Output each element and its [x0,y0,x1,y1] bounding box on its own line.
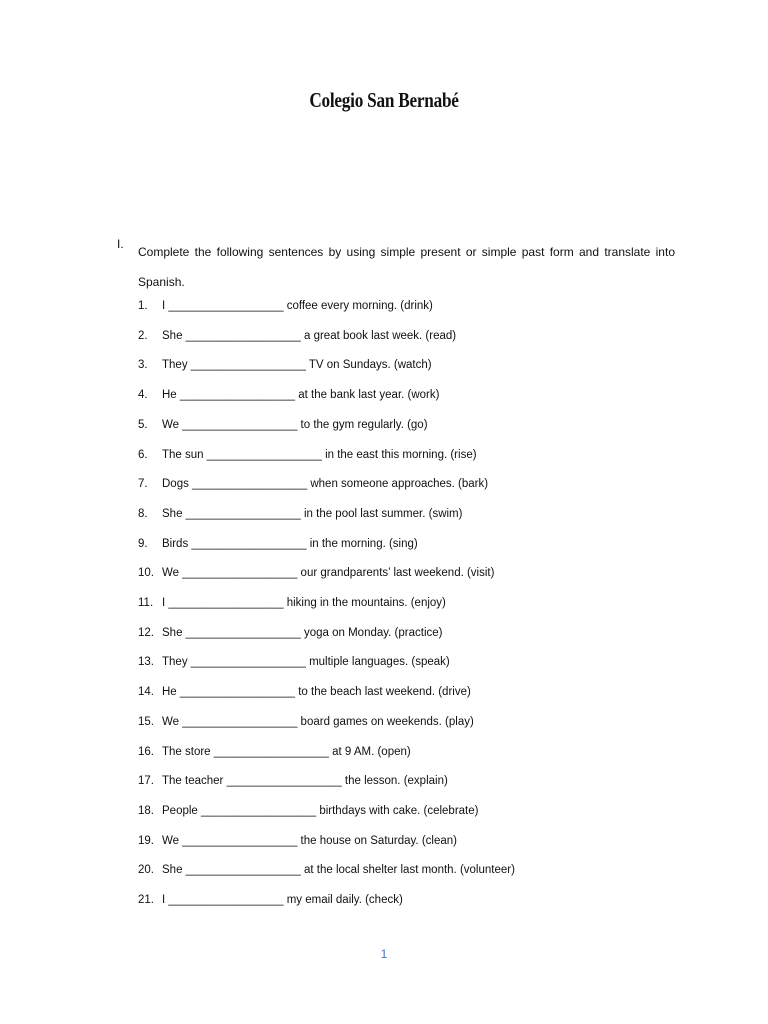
exercise-item [0,742,768,762]
exercise-number: 5. [138,418,148,431]
exercise-sentence: I __________________ coffee every morning. (drink) [162,300,433,312]
exercise-item [0,860,768,880]
exercise-number: 19. [138,834,154,847]
exercise-number: 13. [138,656,154,669]
exercise-number: 20. [138,864,154,877]
exercise-sentence: They __________________ TV on Sundays. (watch) [162,359,432,372]
exercise-item [0,712,768,732]
section-instruction: Complete the following sentences by using simple present or simple past form and translate into Spanish. [138,245,675,289]
exercise-sentence: The teacher __________________ the lesson. (explain) [162,775,448,788]
exercise-number: 4. [138,389,148,402]
exercise-item [0,445,768,465]
exercise-sentence: She __________________ yoga on Monday. (practice) [162,626,443,639]
exercise-item [0,385,768,405]
exercise-sentence: I __________________ my email daily. (check) [162,894,403,906]
exercise-number: 6. [138,448,148,461]
exercise-sentence: We __________________ board games on weekends. (play) [162,715,474,728]
exercise-number: 12. [138,626,154,639]
exercise-number: 10. [138,567,154,580]
exercise-sentence: People __________________ birthdays with cake. (celebrate) [162,804,479,817]
exercise-item [0,534,768,554]
exercise-sentence: She __________________ a great book last week. (read) [162,329,457,342]
exercise-number: 17. [138,775,154,788]
exercise-item [0,682,768,702]
exercise-sentence: She __________________ in the pool last summer. (swim) [162,507,463,520]
exercise-number: 21. [138,894,154,906]
exercise-number: 9. [138,537,148,550]
exercise-sentence: They __________________ multiple languages. (speak) [162,656,450,669]
exercise-item [0,355,768,375]
exercise-item [0,504,768,524]
exercise-item [0,801,768,821]
exercise-item [0,326,768,346]
exercise-sentence: He __________________ at the bank last year. (work) [162,389,440,402]
exercise-number: 2. [138,329,148,342]
exercise-item [0,563,768,583]
exercise-item [0,296,768,316]
exercise-sentence: I __________________ hiking in the mountains. (enjoy) [162,597,446,609]
exercise-item [0,652,768,672]
exercise-sentence: We __________________ to the gym regularly. (go) [162,418,428,431]
exercise-sentence: She __________________ at the local shelter last month. (volunteer) [162,864,515,877]
exercise-number: 18. [138,804,154,817]
section-number: I. [117,237,124,251]
exercise-sentence: The store __________________ at 9 AM. (open) [162,745,411,758]
exercise-item [0,474,768,494]
exercise-sentence: Birds __________________ in the morning. (sing) [162,537,418,550]
exercise-item [0,890,768,910]
document-title: Colegio San Bernabé [309,88,459,112]
exercise-number: 11. [138,597,154,609]
exercise-item [0,623,768,643]
exercise-number: 14. [138,686,154,699]
exercise-sentence: We __________________ the house on Saturday. (clean) [162,834,457,847]
exercise-sentence: We __________________ our grandparents’ last weekend. (visit) [162,567,495,580]
exercise-item [0,831,768,851]
exercise-number: 15. [138,715,154,728]
exercise-sentence: The sun __________________ in the east this morning. (rise) [162,448,477,461]
exercise-item [0,415,768,435]
exercise-number: 1. [138,300,148,312]
exercise-item [0,593,768,613]
exercise-number: 16. [138,745,154,758]
exercise-number: 8. [138,507,148,520]
exercise-sentence: He __________________ to the beach last weekend. (drive) [162,686,471,699]
exercise-sentence: Dogs __________________ when someone approaches. (bark) [162,478,489,491]
page-number: 1 [380,947,388,961]
exercise-item [0,771,768,791]
exercise-number: 3. [138,359,148,372]
exercise-number: 7. [138,478,148,491]
